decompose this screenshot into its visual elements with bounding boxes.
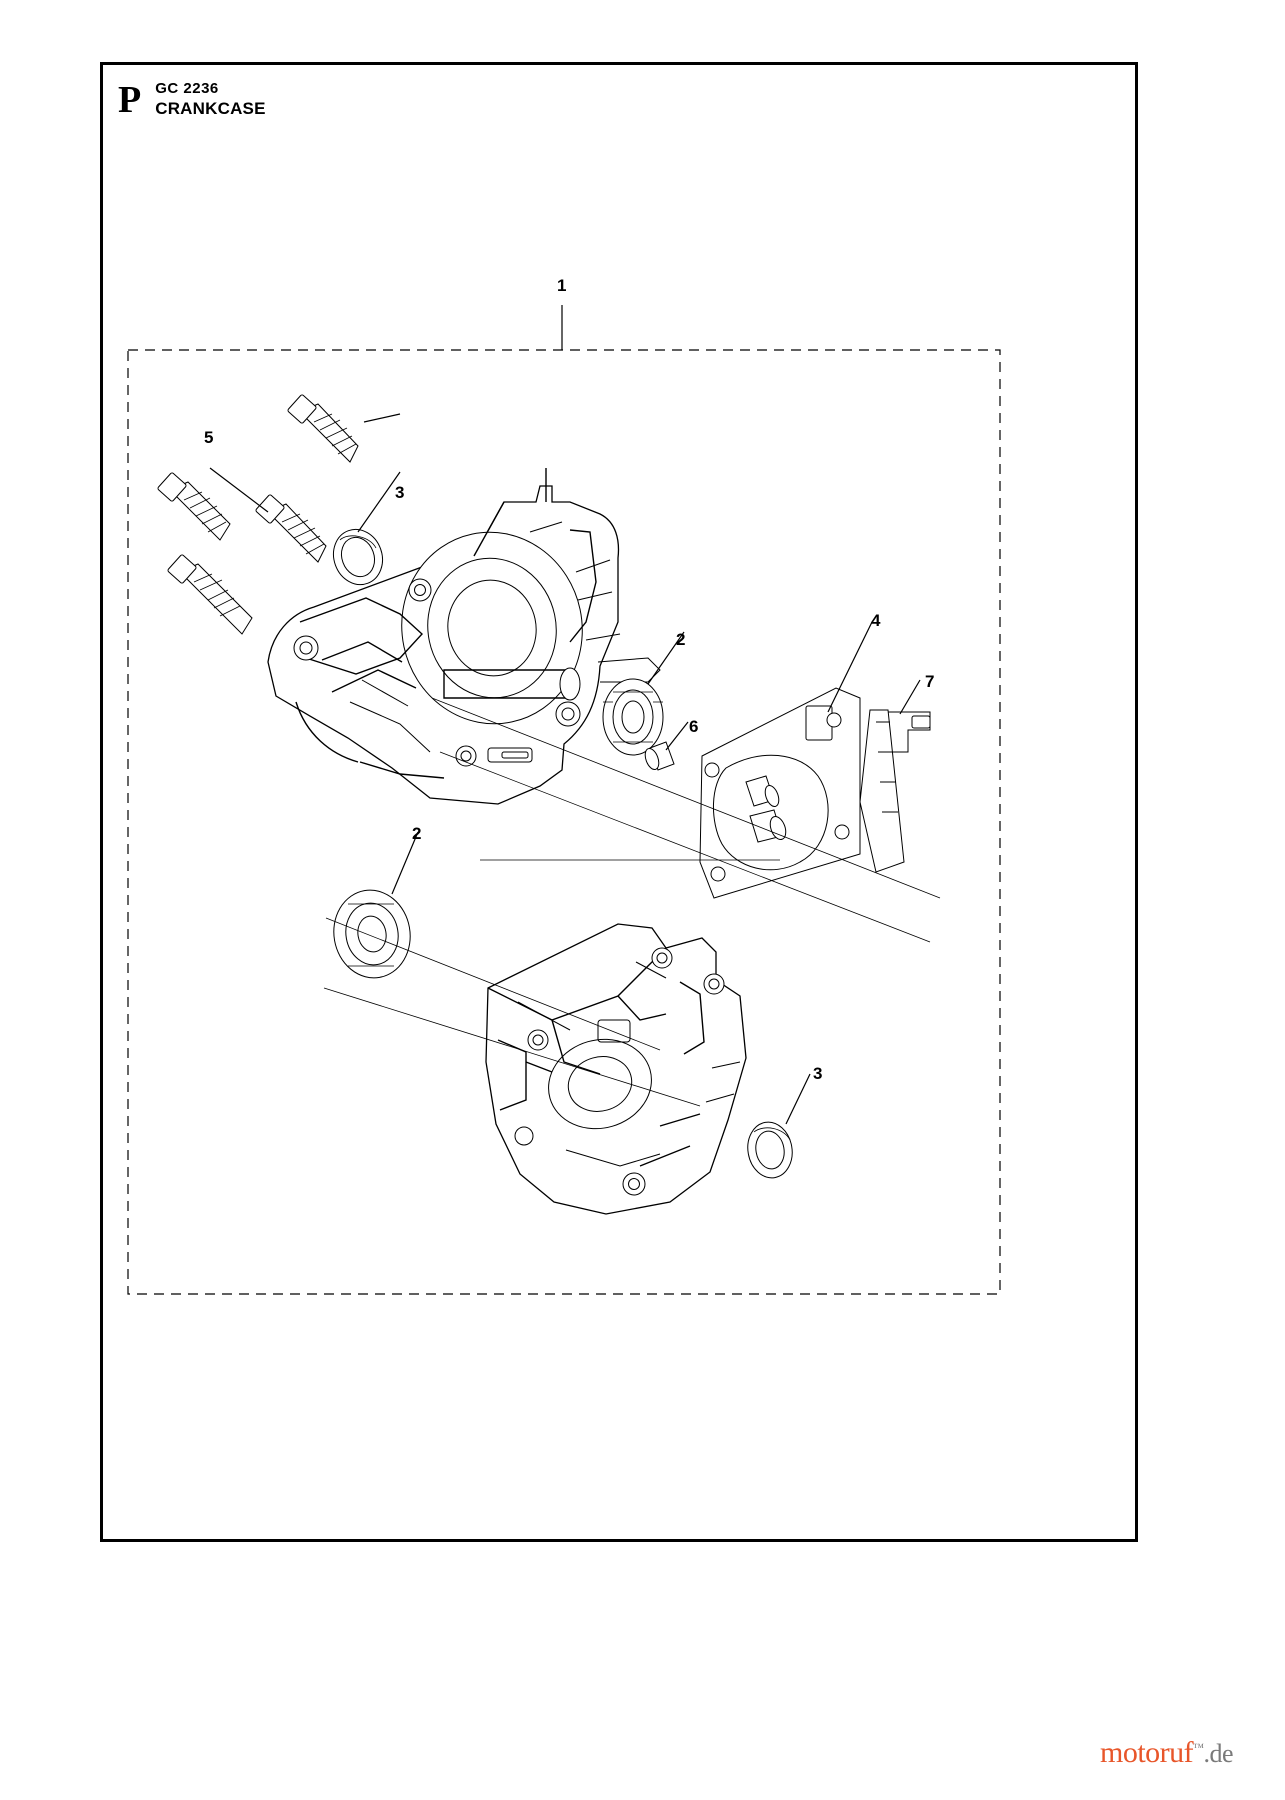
callout-4: 4 (871, 611, 881, 630)
callout-3-upper: 3 (395, 483, 405, 502)
screw-part-5-b (157, 472, 230, 540)
screw-part-5-a (287, 394, 358, 462)
callout-2-lower: 2 (412, 824, 422, 843)
model-label: GC 2236 (155, 80, 219, 97)
spring-clip-part-7 (860, 710, 930, 872)
callout-7: 7 (925, 672, 935, 691)
ball-bearing-part-2-upper (603, 679, 663, 755)
callout-5: 5 (204, 428, 214, 447)
callout-1: 1 (557, 276, 567, 295)
callout-2-upper: 2 (676, 630, 686, 649)
ball-bearing-part-2-lower (327, 884, 417, 984)
oil-seal-part-3-lower (743, 1119, 796, 1182)
watermark-tld: .de (1203, 1739, 1233, 1768)
lower-crankcase-half (486, 924, 746, 1214)
screw-part-5-d (167, 554, 252, 634)
callout-6: 6 (689, 717, 699, 736)
watermark-brand: motoruf (1100, 1736, 1194, 1769)
gasket-part-4 (700, 688, 860, 898)
oil-seal-part-3-upper (326, 522, 390, 591)
watermark-tm: ™ (1193, 1742, 1204, 1754)
callout-3-lower: 3 (813, 1064, 823, 1083)
screw-part-5-c (255, 494, 326, 562)
crankcase-exploded-diagram (100, 62, 1138, 1542)
section-title: CRANKCASE (155, 99, 266, 118)
watermark (1100, 1736, 1233, 1770)
upper-crankcase-half (268, 468, 660, 804)
section-letter: P (118, 79, 142, 121)
